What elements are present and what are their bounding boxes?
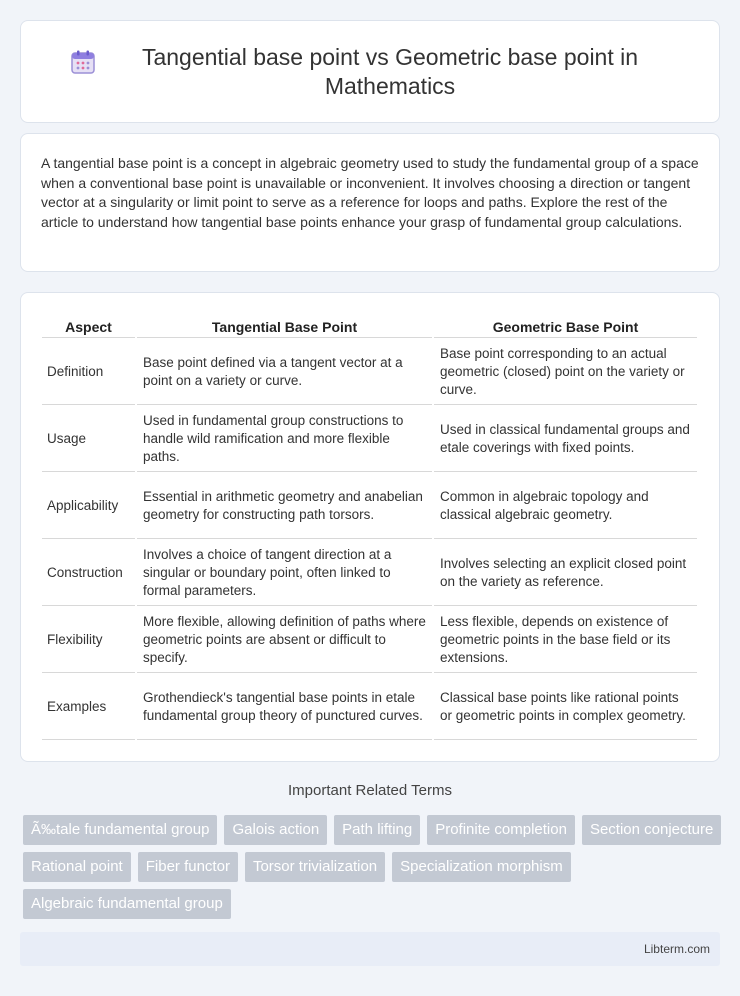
column-header-geometric: Geometric Base Point	[434, 313, 697, 338]
related-term-tag[interactable]: Galois action	[224, 815, 327, 845]
title-card	[20, 20, 720, 123]
table-cell-geometric: Involves selecting an explicit closed point on the variety as reference.	[434, 541, 697, 606]
table-row	[42, 340, 697, 405]
table-cell-aspect: Definition	[42, 340, 135, 405]
table-cell-geometric: Used in classical fundamental groups and etale coverings with fixed points.	[434, 407, 697, 472]
table-row	[42, 541, 697, 606]
table-cell-aspect: Applicability	[42, 474, 135, 539]
comparison-table	[40, 311, 699, 742]
related-term-tag[interactable]: Fiber functor	[138, 852, 238, 882]
table-row	[42, 675, 697, 740]
related-term-tag[interactable]: Algebraic fundamental group	[23, 889, 231, 919]
table-cell-tangential: Used in fundamental group constructions to handle wild ramification and more flexible paths.	[137, 407, 432, 472]
related-term-tag[interactable]: Section conjecture	[582, 815, 721, 845]
table-row	[42, 474, 697, 539]
table-cell-tangential: Base point defined via a tangent vector at a point on a variety or curve.	[137, 340, 432, 405]
column-header-aspect: Aspect	[42, 313, 135, 338]
table-cell-aspect: Usage	[42, 407, 135, 472]
title-wrap	[70, 43, 670, 101]
table-cell-geometric: Base point corresponding to an actual geometric (closed) point on the variety or curve.	[434, 340, 697, 405]
table-cell-tangential: Essential in arithmetic geometry and anabelian geometry for constructing path torsors.	[137, 474, 432, 539]
table-cell-tangential: Grothendieck's tangential base points in etale fundamental group theory of punctured curves.	[137, 675, 432, 740]
table-cell-aspect: Examples	[42, 675, 135, 740]
table-cell-geometric: Classical base points like rational points or geometric points in complex geometry.	[434, 675, 697, 740]
table-cell-geometric: Less flexible, depends on existence of geometric points in the base field or its extensions.	[434, 608, 697, 673]
related-term-tag[interactable]: Path lifting	[334, 815, 420, 845]
related-terms-title: Important Related Terms	[288, 782, 452, 799]
calendar-icon	[70, 49, 96, 75]
table-cell-aspect: Construction	[42, 541, 135, 606]
related-terms-list	[23, 815, 723, 919]
table-cell-tangential: Involves a choice of tangent direction at a singular or boundary point, often linked to formal parameters.	[137, 541, 432, 606]
related-term-tag[interactable]: Ã‰tale fundamental group	[23, 815, 217, 845]
intro-card	[20, 133, 720, 272]
table-row	[42, 407, 697, 472]
column-header-tangential: Tangential Base Point	[137, 313, 432, 338]
related-term-tag[interactable]: Rational point	[23, 852, 131, 882]
table-header-row	[42, 313, 697, 338]
table-cell-aspect: Flexibility	[42, 608, 135, 673]
comparison-card	[20, 292, 720, 762]
table-row	[42, 608, 697, 673]
related-term-tag[interactable]: Specialization morphism	[392, 852, 571, 882]
table-cell-geometric: Common in algebraic topology and classical algebraic geometry.	[434, 474, 697, 539]
footer-brand-link[interactable]: Libterm.com	[643, 942, 710, 956]
related-term-tag[interactable]: Profinite completion	[427, 815, 575, 845]
related-term-tag[interactable]: Torsor trivialization	[245, 852, 385, 882]
page-title: Tangential base point vs Geometric base point in Mathematics	[141, 43, 639, 99]
footer	[20, 932, 720, 966]
table-cell-tangential: More flexible, allowing definition of paths where geometric points are absent or difficult to specify.	[137, 608, 432, 673]
intro-paragraph: A tangential base point is a concept in algebraic geometry used to study the fundamental group of a space when a conventional base point is unavailable or inconvenient. It involves choosing a direction or tangent vector at a singularity or limit point to serve as a reference for loops and paths. Explore the rest of the article to understand how tangential base points enhance your grasp of fundamental group calculations.	[41, 155, 699, 230]
